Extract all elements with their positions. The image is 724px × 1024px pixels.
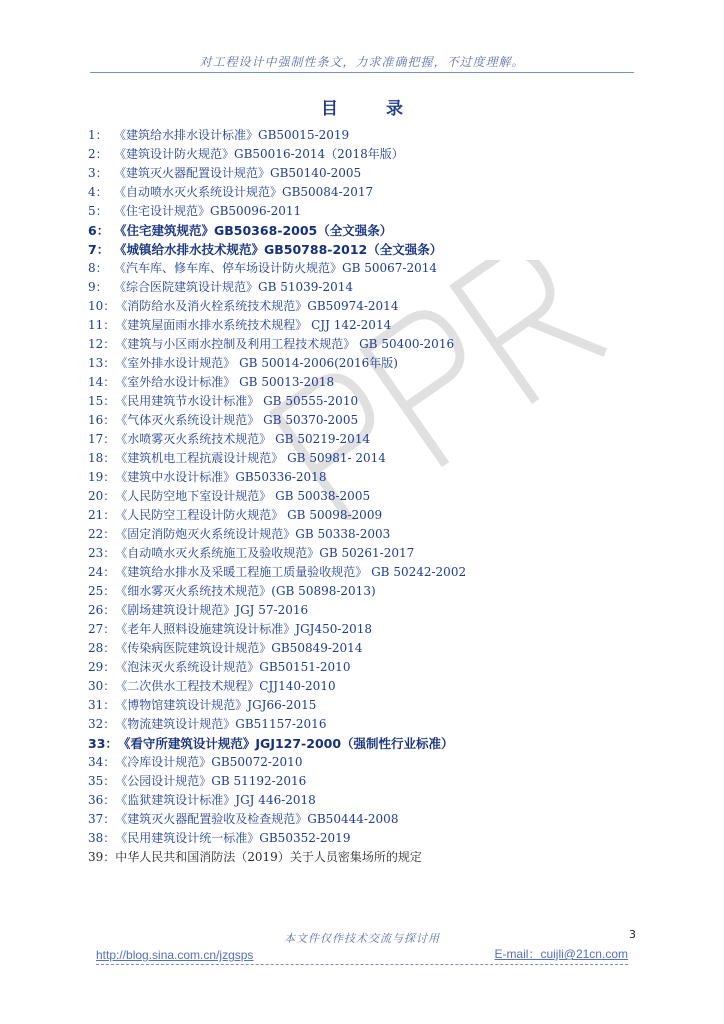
toc-entry-number: 7： (88, 242, 110, 257)
toc-entry-title: 《消防给水及消火栓系统技术规范》GB50974-2014 (115, 299, 399, 313)
toc-title (0, 94, 724, 119)
toc-entry-title: 《城镇给水排水技术规范》GB50788-2012（全文强条） (114, 242, 443, 257)
toc-entry[interactable] (88, 791, 668, 810)
toc-entry-number: 3： (88, 166, 108, 180)
toc-entry-title: 《建筑与小区雨水控制及利用工程技术规范》 GB 50400-2016 (115, 337, 455, 351)
toc-entry-title: 《冷库设计规范》GB50072-2010 (115, 755, 303, 769)
toc-entry-number: 4： (88, 185, 108, 199)
toc-entry[interactable] (88, 183, 668, 202)
toc-entry-title: 《室外排水设计规范》 GB 50014-2006(2016年版) (115, 356, 398, 370)
toc-entry-title: 《自动喷水灭火系统施工及验收规范》GB 50261-2017 (115, 546, 415, 560)
toc-list (88, 126, 668, 867)
toc-entry[interactable] (88, 373, 668, 392)
toc-entry-number: 38： (88, 831, 116, 845)
toc-entry-title: 《建筑设计防火规范》GB50016-2014（2018年版） (114, 147, 404, 161)
page-number: 3 (629, 928, 636, 941)
toc-entry-title: 《汽车库、修车库、停车场设计防火规范》GB 50067-2014 (114, 261, 437, 275)
toc-entry[interactable] (88, 354, 668, 373)
toc-entry-number: 20： (88, 489, 116, 503)
toc-entry-title: 《人民防空地下室设计规范》 GB 50038-2005 (115, 489, 371, 503)
toc-entry-title: 《监狱建筑设计标准》JGJ 446-2018 (115, 793, 316, 807)
email-link[interactable]: E-mail：cuijli@21cn.com (494, 947, 628, 961)
toc-entry-number: 28： (88, 641, 116, 655)
toc-entry-number: 27： (88, 622, 116, 636)
toc-entry-title: 《住宅建筑规范》GB50368-2005（全文强条） (114, 223, 393, 238)
toc-entry-number: 2： (88, 147, 108, 161)
toc-entry-title: 《建筑屋面雨水排水系统技术规程》 CJJ 142-2014 (115, 318, 392, 332)
toc-entry[interactable] (88, 639, 668, 658)
toc-entry[interactable] (88, 278, 668, 297)
toc-entry-title: 《水喷雾灭火系统技术规范》 GB 50219-2014 (115, 432, 371, 446)
toc-entry[interactable] (88, 563, 668, 582)
toc-entry-number: 36： (88, 793, 116, 807)
toc-entry-number: 17： (88, 432, 116, 446)
toc-entry-title: 《公园设计规范》GB 51192-2016 (115, 774, 307, 788)
toc-entry[interactable] (88, 430, 668, 449)
toc-entry-title: 《自动喷水灭火系统设计规范》GB50084-2017 (114, 185, 374, 199)
toc-entry[interactable] (88, 126, 668, 145)
toc-entry-number: 5： (88, 204, 108, 218)
footer-bar (96, 945, 628, 965)
toc-entry[interactable] (88, 449, 668, 468)
toc-title-left: 目 (321, 99, 338, 119)
toc-entry-number: 8： (88, 261, 108, 275)
toc-entry-number: 31： (88, 698, 116, 712)
toc-entry-number: 37： (88, 812, 116, 826)
toc-entry-number: 35： (88, 774, 116, 788)
toc-entry-title: 《建筑中水设计标准》GB50336-2018 (115, 470, 327, 484)
toc-entry-title: 《建筑给水排水设计标准》GB50015-2019 (114, 128, 350, 142)
toc-entry[interactable] (88, 525, 668, 544)
toc-entry[interactable] (88, 487, 668, 506)
toc-entry[interactable] (88, 468, 668, 487)
toc-entry[interactable] (88, 335, 668, 354)
toc-entry-title: 《建筑机电工程抗震设计规范》 GB 50981- 2014 (115, 451, 386, 465)
toc-entry[interactable] (88, 601, 668, 620)
toc-entry[interactable] (88, 544, 668, 563)
toc-entry-title: 中华人民共和国消防法（2019）关于人员密集场所的规定 (115, 850, 422, 864)
toc-title-right: 录 (386, 99, 403, 119)
toc-entry[interactable] (88, 164, 668, 183)
toc-entry-number: 33： (88, 736, 118, 751)
toc-entry-number: 24： (88, 565, 116, 579)
toc-entry-title: 《看守所建筑设计规范》JGJ127-2000（强制性行业标准） (117, 736, 454, 751)
toc-entry[interactable] (88, 145, 668, 164)
toc-entry-number: 32： (88, 717, 116, 731)
toc-entry-title: 《建筑灭火器配置验收及检查规范》GB50444-2008 (115, 812, 399, 826)
toc-entry[interactable] (88, 677, 668, 696)
toc-entry-number: 34： (88, 755, 116, 769)
toc-entry-title: 《建筑灭火器配置设计规范》GB50140-2005 (114, 166, 362, 180)
toc-entry-title: 《气体灭火系统设计规范》 GB 50370-2005 (115, 413, 359, 427)
toc-entry[interactable] (88, 316, 668, 335)
toc-entry-title: 《剧场建筑设计规范》JGJ 57-2016 (115, 603, 309, 617)
toc-entry-number: 1： (88, 128, 108, 142)
toc-entry[interactable] (88, 582, 668, 601)
toc-entry[interactable] (88, 259, 668, 278)
toc-entry-title: 《博物馆建筑设计规范》JGJ66-2015 (115, 698, 317, 712)
toc-entry-title: 《综合医院建筑设计规范》GB 51039-2014 (114, 280, 353, 294)
toc-entry-number: 16： (88, 413, 116, 427)
toc-entry-number: 18： (88, 451, 116, 465)
toc-entry-number: 22： (88, 527, 116, 541)
toc-entry-title: 《室外给水设计标准》 GB 50013-2018 (115, 375, 335, 389)
toc-entry[interactable] (88, 848, 668, 867)
toc-entry-title: 《老年人照料设施建筑设计标准》JGJ450-2018 (115, 622, 372, 636)
toc-entry-title: 《民用建筑节水设计标准》 GB 50555-2010 (115, 394, 359, 408)
toc-entry-number: 21： (88, 508, 116, 522)
toc-entry[interactable] (88, 734, 668, 753)
toc-entry-number: 29： (88, 660, 116, 674)
toc-entry[interactable] (88, 506, 668, 525)
header-divider (90, 72, 634, 73)
toc-entry-number: 14： (88, 375, 116, 389)
toc-entry-number: 10： (88, 299, 116, 313)
toc-entry-number: 15： (88, 394, 116, 408)
toc-entry-title: 《人民防空工程设计防火规范》 GB 50098-2009 (115, 508, 383, 522)
toc-entry-title: 《泡沫灭火系统设计规范》GB50151-2010 (115, 660, 351, 674)
toc-entry-number: 23： (88, 546, 116, 560)
toc-entry-title: 《二次供水工程技术规程》CJJ140-2010 (115, 679, 336, 693)
toc-entry[interactable] (88, 658, 668, 677)
toc-entry[interactable] (88, 620, 668, 639)
toc-entry-number: 9： (88, 280, 108, 294)
toc-entry[interactable] (88, 297, 668, 316)
toc-entry[interactable] (88, 810, 668, 829)
blog-link[interactable]: http://blog.sina.com.cn/jzgsps (96, 948, 254, 962)
toc-entry-number: 6： (88, 223, 110, 238)
toc-entry-title: 《民用建筑设计统一标准》GB50352-2019 (115, 831, 351, 845)
toc-entry[interactable] (88, 202, 668, 221)
toc-entry-number: 12： (88, 337, 116, 351)
toc-entry-title: 《传染病医院建筑设计规范》GB50849-2014 (115, 641, 363, 655)
toc-entry[interactable] (88, 715, 668, 734)
toc-entry[interactable] (88, 392, 668, 411)
toc-entry-title: 《细水雾灭火系统技术规范》(GB 50898-2013) (115, 584, 376, 598)
toc-entry-number: 30： (88, 679, 116, 693)
toc-entry-title: 《固定消防炮灭火系统设计规范》GB 50338-2003 (115, 527, 391, 541)
toc-entry[interactable] (88, 221, 668, 240)
toc-entry-title: 《住宅设计规范》GB50096-2011 (114, 204, 302, 218)
toc-entry[interactable] (88, 829, 668, 848)
toc-entry-title: 《物流建筑设计规范》GB51157-2016 (115, 717, 327, 731)
footer-note: 本文件仅作技术交流与探讨用 (284, 932, 440, 945)
toc-entry-number: 25： (88, 584, 116, 598)
toc-entry[interactable] (88, 411, 668, 430)
toc-entry[interactable] (88, 772, 668, 791)
toc-entry-number: 13： (88, 356, 116, 370)
toc-entry-title: 《建筑给水排水及采暖工程施工质量验收规范》 GB 50242-2002 (115, 565, 467, 579)
toc-entry-number: 39： (88, 850, 116, 864)
page-header: 对工程设计中强制性条文，力求准确把握，不过度理解。 (199, 55, 525, 69)
toc-entry-number: 19： (88, 470, 116, 484)
toc-entry[interactable] (88, 753, 668, 772)
toc-entry[interactable] (88, 696, 668, 715)
toc-entry-number: 11： (88, 318, 116, 332)
toc-entry[interactable] (88, 240, 668, 259)
toc-entry-number: 26： (88, 603, 116, 617)
